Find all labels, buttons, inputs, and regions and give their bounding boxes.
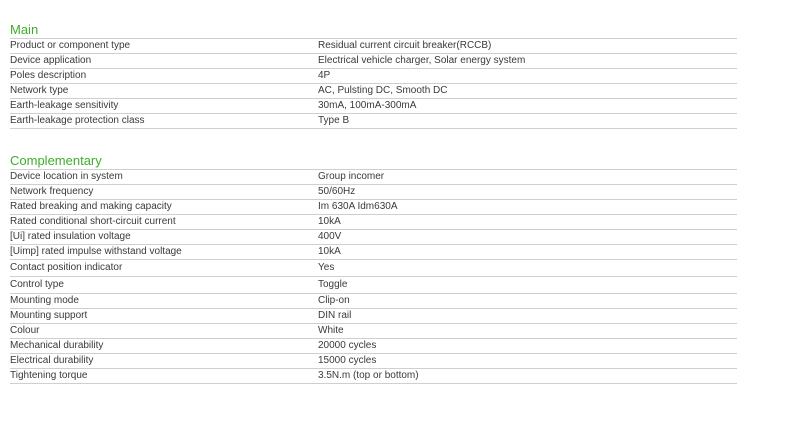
spec-label: Rated breaking and making capacity bbox=[10, 200, 318, 215]
spec-label: Network frequency bbox=[10, 185, 318, 200]
spec-label: Control type bbox=[10, 277, 318, 294]
spec-label: Device location in system bbox=[10, 170, 318, 185]
table-row bbox=[10, 260, 737, 277]
table-row bbox=[10, 39, 737, 54]
spec-label: Electrical durability bbox=[10, 354, 318, 369]
spec-label: Earth-leakage protection class bbox=[10, 114, 318, 129]
table-row bbox=[10, 69, 737, 84]
table-row bbox=[10, 114, 737, 129]
spec-label: Rated conditional short-circuit current bbox=[10, 215, 318, 230]
table-row bbox=[10, 369, 737, 384]
spec-value: 3.5N.m (top or bottom) bbox=[318, 369, 737, 384]
table-row bbox=[10, 277, 737, 294]
section-complementary bbox=[10, 153, 737, 384]
spec-label: Poles description bbox=[10, 69, 318, 84]
section-title-main: Main bbox=[10, 22, 737, 39]
spec-label: Colour bbox=[10, 324, 318, 339]
spec-value: 50/60Hz bbox=[318, 185, 737, 200]
table-row bbox=[10, 324, 737, 339]
spec-value: White bbox=[318, 324, 737, 339]
spec-label: Contact position indicator bbox=[10, 260, 318, 277]
spec-table-main bbox=[10, 39, 737, 129]
table-row bbox=[10, 339, 737, 354]
spec-value: DIN rail bbox=[318, 309, 737, 324]
spec-value: 10kA bbox=[318, 215, 737, 230]
spec-label: Mounting mode bbox=[10, 294, 318, 309]
spec-value: 15000 cycles bbox=[318, 354, 737, 369]
table-row bbox=[10, 354, 737, 369]
spec-label: Mechanical durability bbox=[10, 339, 318, 354]
spec-label: [Ui] rated insulation voltage bbox=[10, 230, 318, 245]
spec-value: Im 630A Idm630A bbox=[318, 200, 737, 215]
table-row bbox=[10, 294, 737, 309]
spec-value: 10kA bbox=[318, 245, 737, 260]
spec-label: Tightening torque bbox=[10, 369, 318, 384]
spec-label: Earth-leakage sensitivity bbox=[10, 99, 318, 114]
table-row bbox=[10, 230, 737, 245]
section-main bbox=[10, 22, 737, 129]
spec-value: Type B bbox=[318, 114, 737, 129]
spec-value: 4P bbox=[318, 69, 737, 84]
spec-value: Group incomer bbox=[318, 170, 737, 185]
spec-label: Product or component type bbox=[10, 39, 318, 54]
spec-value: Toggle bbox=[318, 277, 737, 294]
spec-label: [Uimp] rated impulse withstand voltage bbox=[10, 245, 318, 260]
spec-table-complementary bbox=[10, 170, 737, 384]
spec-label: Device application bbox=[10, 54, 318, 69]
spec-value: Electrical vehicle charger, Solar energy system bbox=[318, 54, 737, 69]
table-row bbox=[10, 245, 737, 260]
table-row bbox=[10, 99, 737, 114]
spec-label: Network type bbox=[10, 84, 318, 99]
table-row bbox=[10, 200, 737, 215]
spec-value: Yes bbox=[318, 260, 737, 277]
table-row bbox=[10, 185, 737, 200]
section-title-complementary: Complementary bbox=[10, 153, 737, 170]
table-row bbox=[10, 215, 737, 230]
table-row bbox=[10, 54, 737, 69]
spec-value: Clip-on bbox=[318, 294, 737, 309]
spec-value: 20000 cycles bbox=[318, 339, 737, 354]
table-row bbox=[10, 170, 737, 185]
spec-value: AC, Pulsting DC, Smooth DC bbox=[318, 84, 737, 99]
spec-value: Residual current circuit breaker(RCCB) bbox=[318, 39, 737, 54]
table-row bbox=[10, 309, 737, 324]
spec-value: 400V bbox=[318, 230, 737, 245]
table-row bbox=[10, 84, 737, 99]
spec-value: 30mA, 100mA-300mA bbox=[318, 99, 737, 114]
spec-label: Mounting support bbox=[10, 309, 318, 324]
